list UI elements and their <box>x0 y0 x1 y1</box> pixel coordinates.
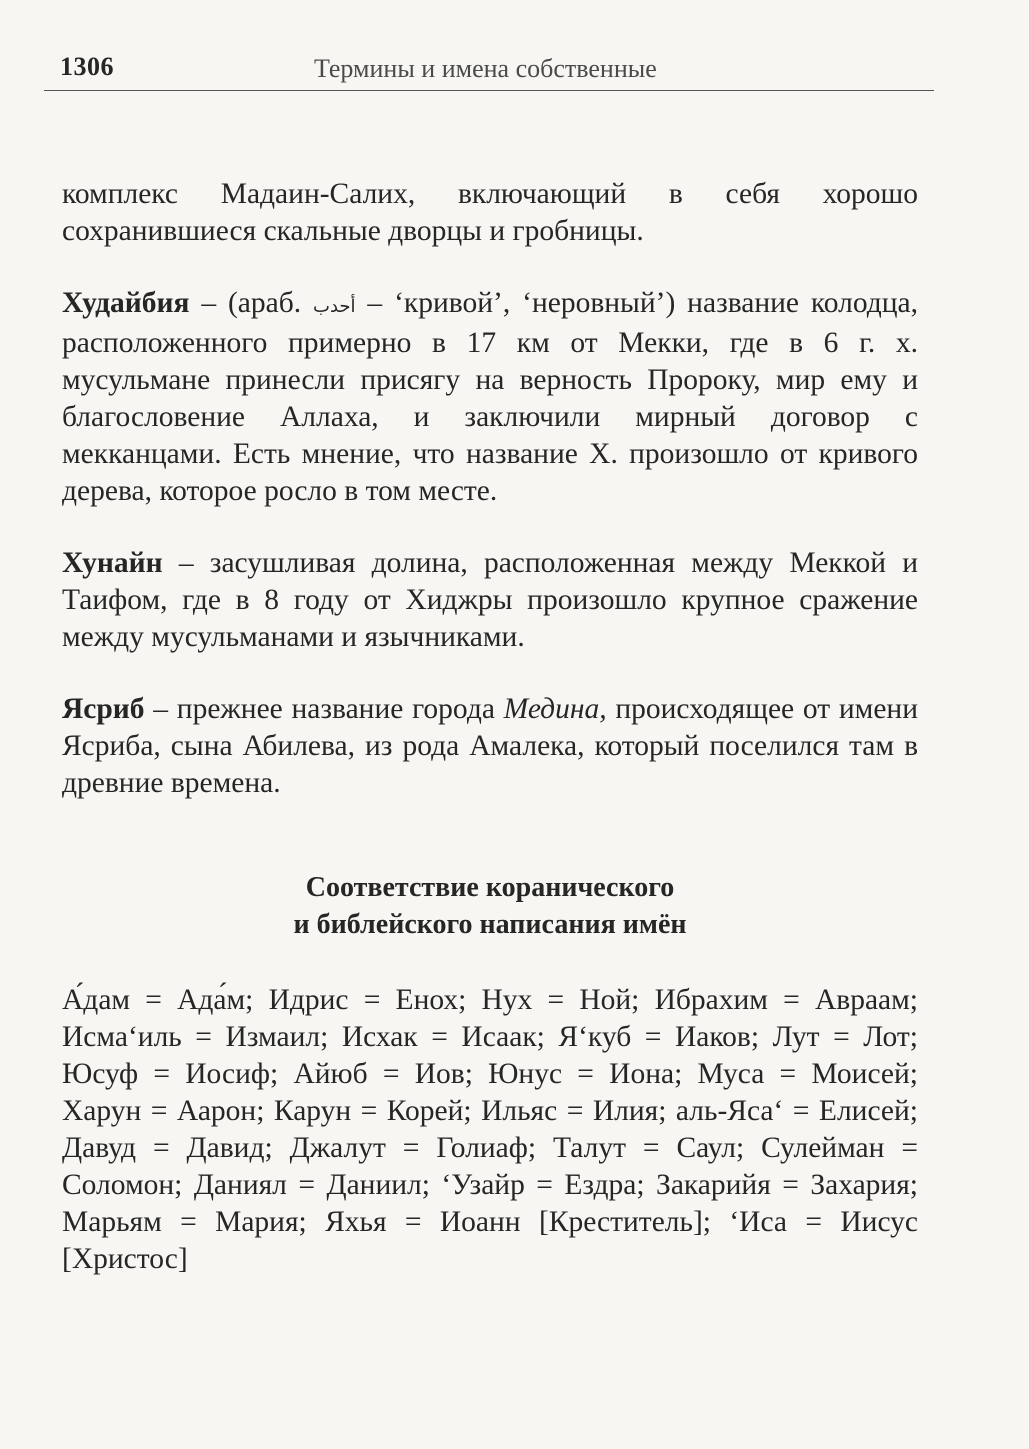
entry-text-before: – прежнее название города <box>144 693 504 725</box>
section-title-line-1: Соответствие коранического <box>305 872 675 903</box>
entry-dash: – (араб. <box>189 287 314 319</box>
entry-term: Худайбия <box>62 287 190 319</box>
names-correspondence: А́дам = Ада́м; Идрис = Енох; Нух = Ной; Ибрахим = Авраам; Исма‘иль = Измаил; Исхак = Исаак; Я‘куб = Иаков; Лут = Лот; Юсуф = Иосиф; Айюб = Иов; Юнус = Иона; Муса = Моисей; Харун = Аарон; Карун = Корей; Ильяс = Илия; аль-Яса‘ = Елисей; Давуд = Давид; Джалут = Голиаф; Талут = Саул; Сулейман = Соломон; Даниял = Даниил; ‘Узайр = Ездра; Закарийя = Захария; Марьям = Мария; Яхья = Иоанн [Креститель]; ‘Иса = Иисус [Христос] <box>62 984 918 1275</box>
entry-text: – засушливая долина, расположенная между Меккой и Таифом, где в 8 году от Хиджры произошло крупное сражение между мусульманами и язычниками. <box>62 547 918 653</box>
entry-term: Ясриб <box>62 693 145 725</box>
entry-hudaibiya <box>62 285 918 510</box>
entry-text-after: происходящее от имени Ясриба, сына Абилева, из рода Амалека, который поселился там в древние времена. <box>62 693 918 799</box>
page-body <box>62 176 918 1313</box>
header-rule <box>44 90 934 91</box>
entry-term: Хунайн <box>62 547 163 579</box>
section-title <box>62 869 918 943</box>
arabic-word: أحدب <box>313 296 356 317</box>
entry-text: комплекс Мадаин-Салих, включающий в себя хорошо сохранившиеся скальные дворцы и гробницы. <box>62 178 918 247</box>
entry-yasrib <box>62 691 918 802</box>
entry-italic: Медина, <box>503 693 607 725</box>
page-number: 1306 <box>60 52 114 81</box>
entry-text: – ‘кривой’, ‘неровный’) название колодца, расположенного примерно в 17 км от Мекки, где в 6 г. х. мусульмане принесли присягу на верность Пророку, мир ему и благословение Аллаха, и заключили мирный договор с мекканцами. Есть мнение, что название Х. произошло от кривого дерева, которое росло в том месте. <box>62 287 918 507</box>
section-title-line-2: и библейского написания имён <box>293 909 687 940</box>
running-title: Термины и имена собственные <box>314 54 657 83</box>
entry-hunain <box>62 545 918 656</box>
entry-madain <box>62 176 918 250</box>
page-header <box>44 48 934 90</box>
